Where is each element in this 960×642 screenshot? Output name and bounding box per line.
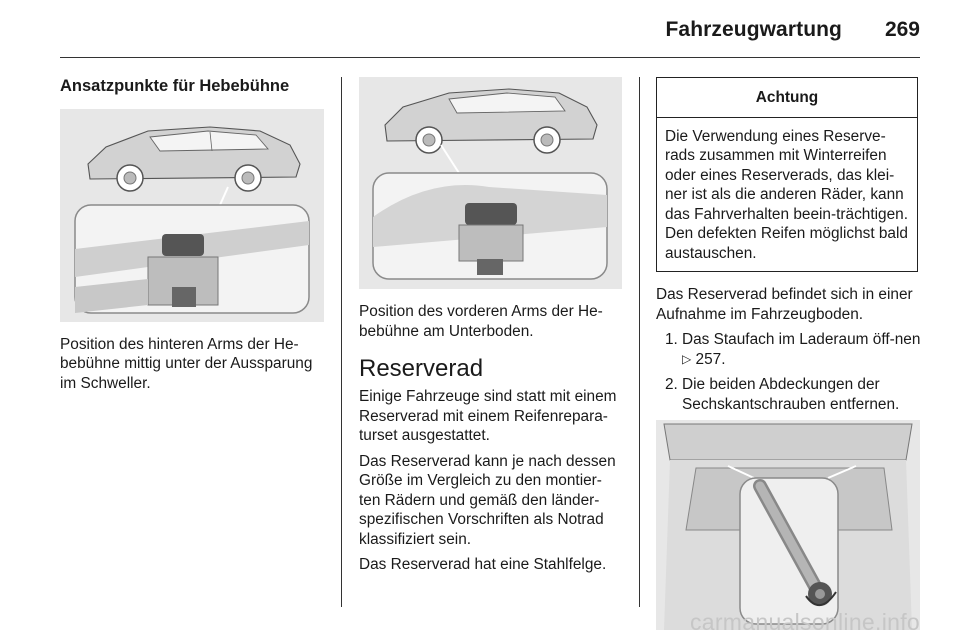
front-lift-arm-illustration — [359, 77, 622, 289]
step-text-end: . — [721, 350, 726, 368]
page-header-title: Fahrzeugwartung — [665, 18, 842, 41]
figure-front-lift-arm — [359, 77, 622, 289]
paragraph-temporary-spare: Das Reserverad kann je nach dessen Größe im Vergleich zu den montier-ten Rädern und gemäß den länder-spezifischen Vorschriften als Notrad klassifiziert sein. — [359, 452, 616, 548]
paragraph-repair-kit: Einige Fahrzeuge sind statt mit einem Reserverad mit einem Reifenrepara-turset ausgestattet. — [359, 388, 617, 444]
paragraph-steel-rim: Das Reserverad hat eine Stahlfelge. — [359, 556, 607, 573]
paragraph-spare-location: Das Reserverad befindet sich in einer Aufnahme im Fahrzeugboden. — [656, 286, 913, 323]
column-middle — [359, 77, 623, 581]
caption-rear-lift-arm: Position des hinteren Arms der He-bebühne mittig unter der Aussparung im Schweller. — [60, 335, 313, 392]
instruction-list — [656, 330, 921, 414]
warning-box — [656, 77, 918, 272]
step-number: 1. — [665, 331, 678, 348]
figure-spare-wheel-trunk — [656, 420, 920, 630]
column-divider-1 — [341, 77, 342, 607]
warning-title: Achtung — [657, 78, 917, 118]
header-rule — [60, 57, 920, 58]
column-left — [60, 77, 325, 399]
section-title-spare-wheel: Reserverad — [359, 355, 484, 382]
list-item — [656, 375, 921, 414]
page-reference-icon: ▷ — [682, 351, 692, 366]
page-reference[interactable]: 257 — [695, 350, 722, 368]
column-right — [656, 77, 921, 630]
footer-watermark-url[interactable]: carmanualsonline.info — [689, 609, 920, 635]
page-number: 269 — [884, 18, 920, 41]
section-heading-lift-points: Ansatzpunkte für Hebebühne — [60, 77, 290, 95]
column-divider-2 — [639, 77, 640, 607]
caption-front-lift-arm: Position des vorderen Arms der He-bebühne am Unterboden. — [359, 303, 603, 340]
step-number: 2. — [665, 376, 678, 393]
step-text: Das Staufach im Laderaum öff-nen — [682, 331, 921, 348]
warning-text: Die Verwendung eines Reserve-rads zusammen mit Winterreifen oder eines Reserverads, das klei-ner ist als die anderen Räder, kann das Fahrverhalten beein-trächtigen. Den defekten Reifen möglichst bald austauschen. — [665, 127, 908, 262]
spare-wheel-trunk-illustration — [656, 420, 920, 630]
rear-lift-arm-illustration — [60, 109, 324, 322]
list-item — [656, 330, 921, 369]
figure-rear-lift-arm — [60, 109, 324, 322]
step-text: Die beiden Abdeckungen der Sechskantschrauben entfernen. — [682, 376, 900, 413]
